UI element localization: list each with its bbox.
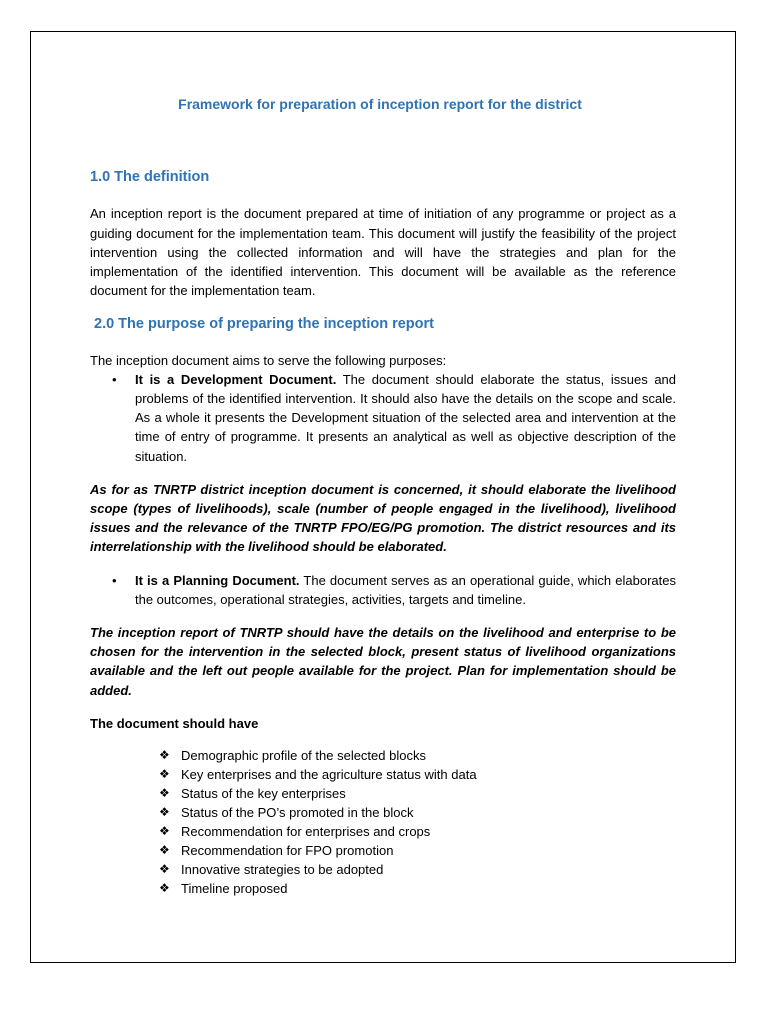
development-document-item (90, 370, 676, 466)
list-item (90, 784, 676, 803)
diamond-bullet-icon: ❖ (159, 767, 170, 782)
list-item-text: Recommendation for FPO promotion (181, 843, 394, 859)
purpose-list-1 (90, 370, 676, 466)
list-item (90, 765, 676, 784)
document-body (90, 95, 676, 898)
list-item-text: Demographic profile of the selected blocks (181, 748, 426, 764)
list-item-text: Recommendation for enterprises and crops (181, 824, 431, 840)
tnrtp-details-note: The inception report of TNRTP should have the details on the livelihood and enterprise to be chosen for the intervention in the selected block, present status of livelihood organizations available and the left out people available for the project. Plan for implementation should be added. (90, 625, 676, 698)
diamond-bullet-icon: ❖ (159, 862, 170, 877)
section-2-heading: 2.0 The purpose of preparing the inception report (94, 316, 434, 333)
list-item-text: Timeline proposed (181, 881, 288, 897)
definition-paragraph: An inception report is the document prepared at time of initiation of any programme or project as a guiding document for the implementation team. This document will justify the feasibility of the project intervention using the collected information and will have the strategies and plan for the implementation of the identified intervention. This document will be available as the reference document for the implementation team. (90, 206, 676, 299)
list-item (90, 860, 676, 879)
list-item-text: Status of the key enterprises (181, 786, 346, 802)
planning-document-item (90, 571, 676, 609)
list-item (90, 879, 676, 898)
list-item (90, 746, 676, 765)
list-item (90, 803, 676, 822)
development-document-text: The document should elaborate the status, issues and problems of the identified intervention. It should also have the details on the scope and scale. As a whole it presents the Development situation of the selected area and intervention at the time of entry of programme. It presents an analytical as well as objective description of the situation. (135, 371, 677, 464)
document-title: Framework for preparation of inception report for the district (178, 96, 582, 112)
bullet-dot-icon: • (112, 572, 117, 588)
purpose-intro: The inception document aims to serve the following purposes: (90, 352, 447, 368)
list-item (90, 841, 676, 860)
diamond-bullet-icon: ❖ (159, 805, 170, 820)
diamond-bullet-icon: ❖ (159, 824, 170, 839)
diamond-bullet-icon: ❖ (159, 881, 170, 896)
section-1-heading: 1.0 The definition (90, 169, 210, 186)
bullet-dot-icon: • (112, 371, 117, 387)
list-item-text: Innovative strategies to be adopted (181, 862, 384, 878)
list-item-text: Key enterprises and the agriculture status with data (181, 767, 477, 783)
list-item-text: Status of the PO’s promoted in the block (181, 805, 414, 821)
list-item (90, 822, 676, 841)
diamond-bullet-icon: ❖ (159, 786, 170, 801)
should-have-label: The document should have (90, 715, 259, 731)
planning-document-text: The document serves as an operational guide, which elaborates the outcomes, operational strategies, activities, targets and timeline. (135, 572, 676, 607)
development-document-label: It is a Development Document. (135, 371, 337, 387)
diamond-bullet-icon: ❖ (159, 843, 170, 858)
planning-document-label: It is a Planning Document. (135, 572, 300, 588)
tnrtp-scope-note: As for as TNRTP district inception document is concerned, it should elaborate the livelihood scope (types of livelihoods), scale (number of people engaged in the livelihood), livelihood issues and the relevance of the TNRTP FPO/EG/PG promotion. The district resources and its interrelationship with the livelihood should be elaborated. (90, 481, 676, 555)
required-contents-list (90, 746, 676, 898)
purpose-list-2 (90, 571, 676, 609)
diamond-bullet-icon: ❖ (159, 748, 170, 763)
